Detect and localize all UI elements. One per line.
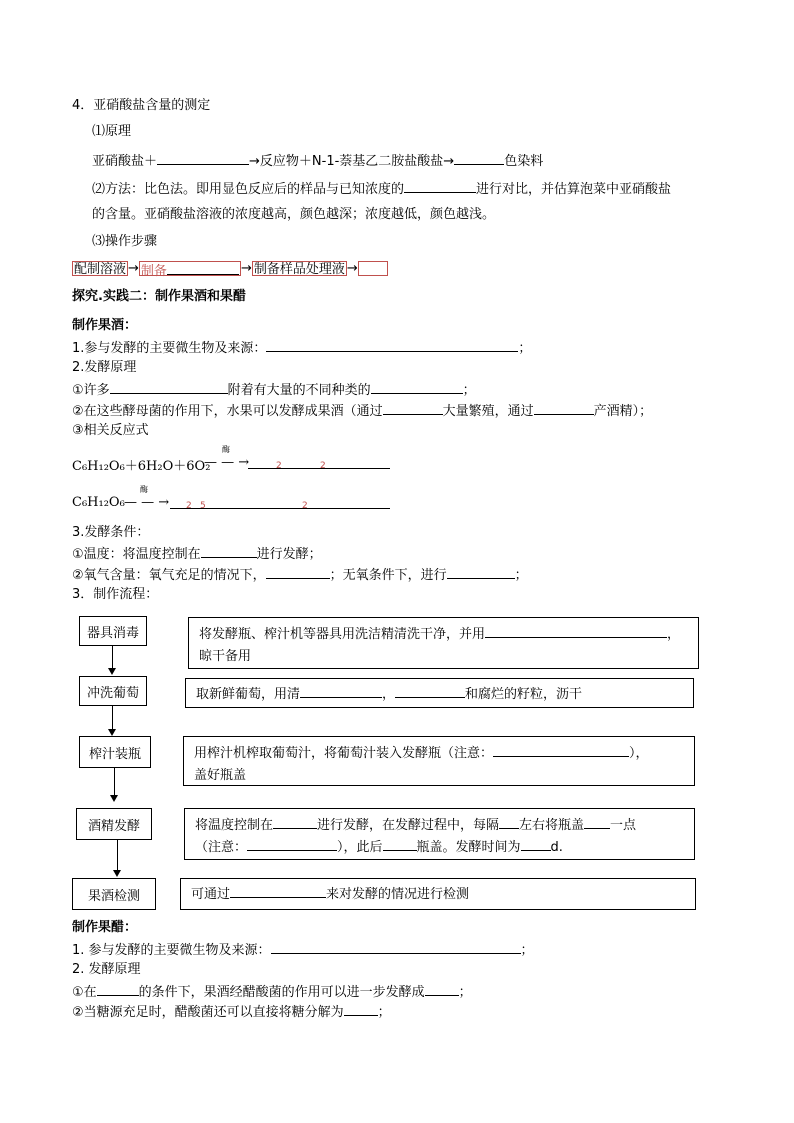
formula-anaerobic-blank[interactable] bbox=[170, 502, 390, 509]
vinegar-q2: 2. 发酵原理 bbox=[72, 962, 141, 977]
flow-desc-wash-c: 和腐烂的籽粒，沥干 bbox=[465, 687, 583, 702]
method-text-a: ⑵方法：比色法。即用显色反应后的样品与已知浓度的 bbox=[92, 182, 405, 197]
procedure-label: ⑶操作步骤 bbox=[92, 234, 158, 249]
wine-q3-2a: ②氧气含量：氧气充足的情况下， bbox=[72, 568, 266, 583]
flow-step-test-label: 果酒检测 bbox=[87, 888, 140, 904]
flow-connector-3 bbox=[114, 768, 115, 796]
blank-produce[interactable] bbox=[534, 402, 594, 415]
flow-arrow-2 bbox=[108, 729, 116, 736]
section-4-title: 4．亚硝酸盐含量的测定 bbox=[72, 98, 211, 113]
wine-q3-2b: ；无氧条件下，进行 bbox=[329, 568, 447, 583]
flow-desc-ferment bbox=[184, 808, 695, 860]
arrow-2: → bbox=[240, 261, 252, 276]
blank-microbe[interactable] bbox=[266, 339, 518, 352]
flow-desc-ferment-c: 左右将瓶盖 bbox=[519, 818, 585, 833]
blank-ferment-after[interactable] bbox=[383, 838, 417, 851]
enzyme-label-1: 酶 bbox=[222, 445, 230, 454]
flow-step-test bbox=[72, 878, 156, 910]
flow-step-disinfect-label: 器具消毒 bbox=[86, 625, 139, 641]
arrow-1: → bbox=[128, 261, 139, 276]
formula-aerobic-left: C₆H₁₂O₆＋6H₂O＋6O₂ bbox=[72, 459, 211, 474]
method-line-1 bbox=[92, 180, 671, 198]
blank-reagent[interactable] bbox=[157, 152, 249, 165]
flow-desc-disinfect-a: 将发酵瓶、榨汁机等器具用洗洁精清洗干净，并用 bbox=[199, 627, 486, 642]
flow-desc-ferment-f: ），此后 bbox=[337, 840, 383, 855]
wine-q2: 2.发酵原理 bbox=[72, 360, 137, 375]
anaerobic-sub-3: 2 bbox=[302, 501, 308, 511]
vinegar-q2-1a: ①在 bbox=[72, 985, 97, 1000]
flow-step-juice-label: 榨汁装瓶 bbox=[88, 746, 141, 762]
flow-step-ferment-label: 酒精发酵 bbox=[87, 818, 140, 834]
enzyme-label-2: 酶 bbox=[140, 485, 148, 494]
principle-label: ⑴原理 bbox=[92, 124, 132, 139]
formula-aerobic-blank[interactable] bbox=[248, 462, 390, 469]
wine-q2-1b: 附着有大量的不同种类的 bbox=[227, 383, 371, 398]
formula-anaerobic-arrow: — — → bbox=[124, 495, 170, 510]
flow-step-wash bbox=[79, 676, 147, 706]
vinegar-q2-1b: 的条件下，果酒经醋酸菌的作用可以进一步发酵成 bbox=[138, 985, 425, 1000]
step-prepare-solution bbox=[72, 261, 128, 276]
formula-anaerobic-left: C₆H₁₂O₆ bbox=[72, 495, 125, 510]
wine-q3-1b: 进行发酵； bbox=[256, 547, 322, 562]
aerobic-sub-1: 2 bbox=[276, 461, 282, 471]
step-sample bbox=[252, 261, 347, 276]
anaerobic-sub-2: 5 bbox=[200, 501, 206, 511]
blank-vinegar-sugar[interactable] bbox=[344, 1003, 378, 1016]
flow-arrow-3 bbox=[110, 795, 118, 802]
step-final-blank[interactable] bbox=[358, 261, 388, 276]
flow-step-disinfect bbox=[79, 616, 147, 646]
flow-desc-test-a: 可通过 bbox=[191, 887, 231, 902]
wine-q3-1a: ①温度：将温度控制在 bbox=[72, 547, 201, 562]
blank-temperature[interactable] bbox=[201, 545, 257, 558]
vinegar-q2-1c: ； bbox=[458, 985, 472, 1000]
flow-step-ferment bbox=[76, 808, 152, 840]
vinegar-q2-2a: ②当糖源充足时，醋酸菌还可以直接将糖分解为 bbox=[72, 1005, 344, 1020]
step-prepare bbox=[139, 261, 241, 279]
wine-q2-1c: ； bbox=[462, 383, 476, 398]
formula-aerobic-arrow: — — → bbox=[204, 455, 250, 470]
blank-oxygen[interactable] bbox=[266, 566, 330, 579]
wine-title: 制作果酒： bbox=[72, 318, 138, 333]
flow-arrow-1 bbox=[108, 668, 116, 675]
vinegar-q2-2 bbox=[72, 1003, 391, 1021]
blank-reproduce[interactable] bbox=[383, 402, 443, 415]
flow-desc-ferment-a: 将温度控制在 bbox=[195, 818, 274, 833]
wine-q2-1 bbox=[72, 381, 476, 399]
flow-desc-test bbox=[180, 878, 696, 910]
wine-q3: 3.发酵条件： bbox=[72, 525, 150, 540]
flow-desc-juice bbox=[183, 736, 695, 786]
principle-text-c: 色染料 bbox=[504, 154, 544, 169]
flow-desc-juice-a: 用榨汁机榨取葡萄汁，将葡萄汁装入发酵瓶（注意： bbox=[194, 746, 494, 761]
formula-anaerobic bbox=[72, 495, 125, 510]
flow-arrow-4 bbox=[113, 870, 121, 877]
blank-juice-note[interactable] bbox=[493, 744, 629, 757]
blank-kinds[interactable] bbox=[371, 381, 463, 394]
vinegar-q2-1 bbox=[72, 983, 472, 1001]
blank-color[interactable] bbox=[454, 152, 504, 165]
wine-q1-text: 1.参与发酵的主要微生物及来源： bbox=[72, 341, 267, 356]
flow-desc-ferment-b: 进行发酵，在发酵过程中，每隔 bbox=[317, 818, 500, 833]
flow-desc-ferment-e: （注意： bbox=[195, 840, 248, 855]
wine-q4: 3．制作流程： bbox=[72, 587, 159, 602]
flow-desc-ferment-g: 瓶盖。发酵时间为 bbox=[416, 840, 521, 855]
vinegar-q1-end: ； bbox=[520, 943, 534, 958]
flow-desc-juice-c: 盖好瓶盖 bbox=[194, 768, 247, 783]
blank-anaerobic[interactable] bbox=[447, 566, 515, 579]
method-text-b: 进行对比，并估算泡菜中亚硝酸盐 bbox=[476, 182, 672, 197]
vinegar-title: 制作果醋： bbox=[72, 920, 138, 935]
blank-many[interactable] bbox=[110, 381, 228, 394]
blank-wash-2[interactable] bbox=[395, 685, 465, 698]
blank-ferment-temp[interactable] bbox=[273, 816, 317, 829]
blank-standard[interactable] bbox=[404, 180, 476, 193]
flow-desc-disinfect bbox=[188, 617, 699, 669]
blank-vinegar-product[interactable] bbox=[425, 983, 459, 996]
wine-q2-2 bbox=[72, 402, 652, 420]
wine-q3-2 bbox=[72, 566, 528, 584]
flow-desc-juice-b: ）， bbox=[629, 746, 649, 761]
wine-q2-2c: 产酒精）； bbox=[593, 404, 653, 419]
blank-ferment-note[interactable] bbox=[247, 838, 337, 851]
wine-q3-2c: ； bbox=[514, 568, 528, 583]
vinegar-q1 bbox=[72, 941, 534, 959]
blank-ferment-interval[interactable] bbox=[499, 816, 519, 829]
arrow-3: → bbox=[346, 261, 358, 276]
wine-q2-3: ③相关反应式 bbox=[72, 423, 149, 438]
flow-desc-disinfect-b: ， bbox=[667, 627, 681, 642]
blank-disinfect[interactable] bbox=[485, 625, 667, 638]
flow-desc-disinfect-c: 晾干备用 bbox=[199, 649, 252, 664]
blank-prepare[interactable] bbox=[167, 262, 239, 275]
step-sample-label: 制备样品处理液 bbox=[253, 262, 345, 277]
flow-desc-wash-b: ， bbox=[382, 687, 396, 702]
explore-title: 探究.实践二：制作果酒和果醋 bbox=[72, 289, 246, 304]
flow-desc-ferment-h: d. bbox=[550, 840, 563, 855]
formula-aerobic bbox=[72, 455, 210, 474]
vinegar-q1-text: 1. 参与发酵的主要微生物及来源： bbox=[72, 943, 271, 958]
principle-text-a: 亚硝酸盐＋ bbox=[92, 154, 158, 169]
flow-desc-wash bbox=[185, 678, 694, 708]
wine-q3-1 bbox=[72, 545, 322, 563]
flow-desc-ferment-d: 一点 bbox=[610, 818, 637, 833]
wine-q1 bbox=[72, 339, 531, 357]
principle-text-b: →反应物＋N-1-萘基乙二胺盐酸盐→ bbox=[249, 154, 455, 169]
blank-test-method[interactable] bbox=[230, 885, 326, 898]
flow-connector-1 bbox=[112, 646, 113, 668]
wine-q2-2a: ②在这些酵母菌的作用下，水果可以发酵成果酒（通过 bbox=[72, 404, 383, 419]
flow-step-juice bbox=[79, 736, 151, 768]
blank-wash-1[interactable] bbox=[300, 685, 382, 698]
flow-desc-wash-a: 取新鲜葡萄，用清 bbox=[196, 687, 301, 702]
wine-q2-2b: 大量繁殖，通过 bbox=[442, 404, 534, 419]
flow-step-wash-label: 冲洗葡萄 bbox=[86, 685, 139, 701]
blank-vinegar-microbe[interactable] bbox=[271, 941, 521, 954]
step-prepare-label: 制备 bbox=[140, 264, 167, 279]
flow-connector-2 bbox=[112, 706, 113, 730]
method-line-2: 的含量。亚硝酸盐溶液的浓度越高，颜色越深；浓度越低，颜色越浅。 bbox=[92, 207, 496, 222]
wine-q2-1a: ①许多 bbox=[72, 383, 110, 398]
blank-ferment-days[interactable] bbox=[521, 838, 551, 851]
anaerobic-sub-1: 2 bbox=[186, 501, 192, 511]
blank-vinegar-condition[interactable] bbox=[97, 983, 139, 996]
wine-q1-end: ； bbox=[518, 341, 532, 356]
procedure-steps bbox=[72, 261, 388, 277]
flow-connector-4 bbox=[117, 840, 118, 871]
flow-desc-test-b: 来对发酵的情况进行检测 bbox=[326, 887, 470, 902]
blank-ferment-cap[interactable] bbox=[584, 816, 610, 829]
step-prepare-solution-label: 配制溶液 bbox=[74, 262, 127, 277]
principle-line bbox=[92, 152, 543, 170]
vinegar-q2-2b: ； bbox=[377, 1005, 391, 1020]
aerobic-sub-2: 2 bbox=[320, 461, 326, 471]
